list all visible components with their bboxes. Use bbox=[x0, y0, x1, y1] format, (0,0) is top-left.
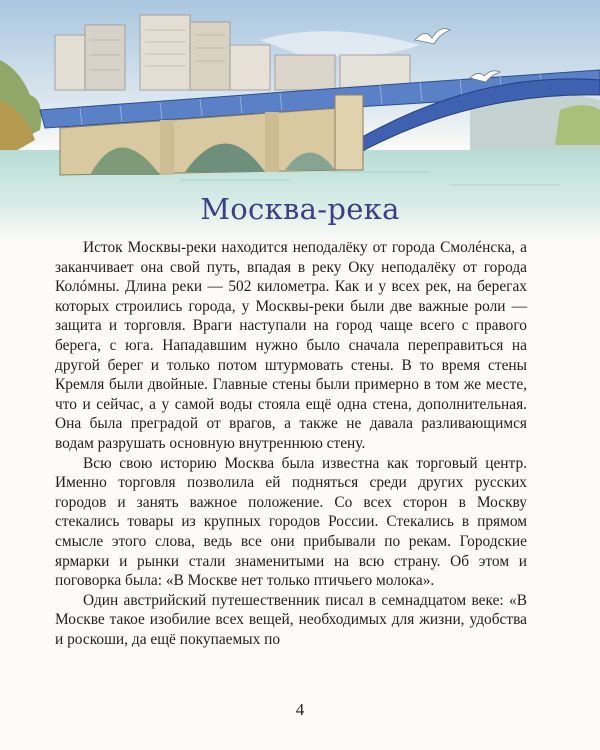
paragraph: Всю свою историю Москва была известна как торговый центр. Именно торговля позволила ей подняться среди других русских городов и занять важное положение. Со всех сторон в Москву стекались товары из крупных городов России. Стекались в прямом смысле этого слова, ведь все они прибывали по рекам. Городские ярмарки и рынки стали знаменитыми на всю страну. Об этом и поговорка была: «В Москве нет только птичьего молока». bbox=[55, 454, 527, 590]
page-number: 4 bbox=[295, 700, 305, 719]
page-title: Москва-река bbox=[200, 192, 400, 226]
article-body bbox=[55, 238, 527, 649]
paragraph: Один австрийский путешественник писал в семнадцатом веке: «В Москве такое изобилие всех вещей, необходимых для жизни, удобства и роскоши, да ещё покупаемых по bbox=[55, 591, 527, 648]
paragraph: Исток Москвы-реки находится неподалёку от города Смолéнска, а заканчивает она свой путь, впадая в реку Оку неподалёку от города Колóмны. Длина реки — 502 километра. Как и у всех рек, на берегах которых строились города, у Москвы-реки были две важные роли — защита и торговля. Враги наступали на город чаще всего с правого берега, с юга. Нападавшим нужно было сначала переправиться на другой берег и только потом штурмовать стены. В то время стены Кремля были двойные. Главные стены были примерно в том же месте, что и сейчас, а у самой воды стояла ещё одна стена, дополнительная. Она была преградой от врагов, а также не давала разливающимся водам разрушать основную внутреннюю стену. bbox=[55, 239, 527, 452]
